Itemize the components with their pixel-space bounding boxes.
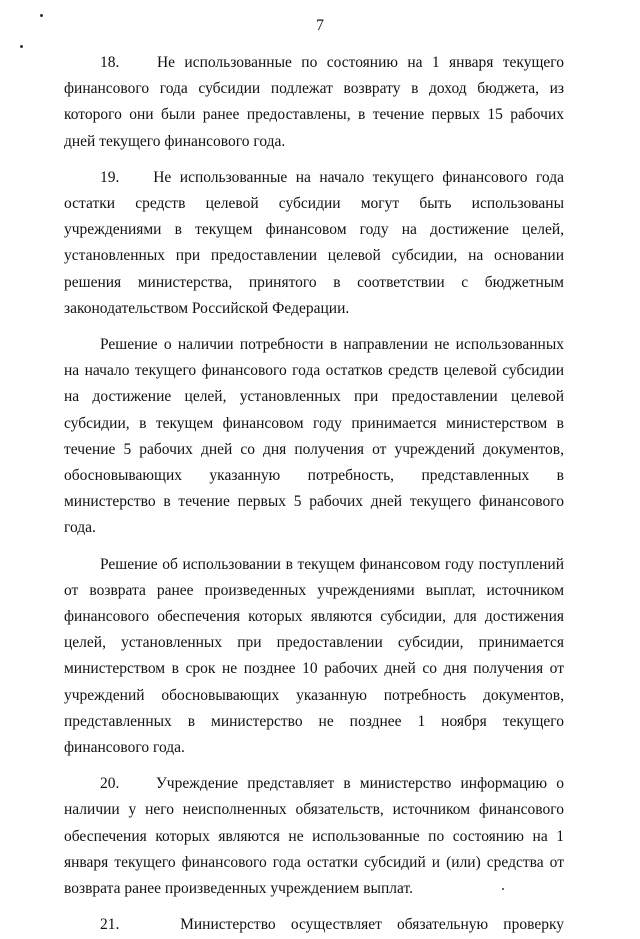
scan-speck — [20, 45, 23, 48]
paragraph-decision-need — [64, 332, 564, 542]
paragraph-text: Решение об использовании в текущем финансовом году поступлений от возврата ранее произведенных учреждениями выплат, источником финансового обеспечения которых являются субсидии, для достижения целей, установленных при предоставлении субсидии, принимается министерством в срок не позднее 10 рабочих дней со дня получения от учреждений обосновывающих указанную потребность документов, представленных в министерство не позднее 1 ноября текущего финансового года. — [64, 555, 564, 757]
paragraph-number: 20. — [100, 775, 120, 793]
page-number: 7 — [316, 17, 324, 34]
paragraph-number: 21. — [100, 916, 120, 934]
document-body — [64, 50, 564, 939]
paragraph-19 — [64, 165, 564, 322]
paragraph-text: Решение о наличии потребности в направлении не использованных на начало текущего финансового года остатков средств целевой субсидии на достижение целей, установленных при предоставлении целевой субсидии, в текущем финансовом году принимается министерством в течение 5 рабочих дней со дня получения от учреждений документов, обосновывающих указанную потребность, представленных в министерство в течение первых 5 рабочих дней текущего финансового года. — [64, 336, 564, 537]
paragraph-text: Не использованные по состоянию на 1 января текущего финансового года субсидии подлежат возврату в доход бюджета, из которого они были ранее предоставлены, в течение первых 15 рабочих дней текущего финансового года. — [64, 54, 564, 150]
paragraph-18 — [64, 50, 564, 155]
paragraph-text: Учреждение представляет в министерство информацию о наличии у него неисполненных обязательств, источником финансового обеспечения которых являются не использованные по состоянию на 1 января текущего финансового года остатки субсидий и (или) средства от возврата ранее произведенных учреждением выплат. — [64, 775, 564, 898]
scan-speck — [40, 14, 43, 17]
paragraph-number: 18. — [100, 54, 120, 71]
paragraph-decision-use — [64, 552, 564, 762]
paragraph-text: Министерство осуществляет обязательную проверку — [180, 916, 565, 934]
paragraph-20 — [64, 771, 564, 902]
paragraph-number: 19. — [100, 168, 120, 186]
paragraph-text: Не использованные на начало текущего финансового года остатки средств целевой субсидии могут быть использованы учреждениями в текущем финансовом году на достижение целей, установленных при предоставлении целевой субсидии, на основании решения министерства, принятого в соответствии с бюджетным законодательством Российской Федерации. — [64, 168, 564, 317]
paragraph-21 — [64, 912, 564, 938]
